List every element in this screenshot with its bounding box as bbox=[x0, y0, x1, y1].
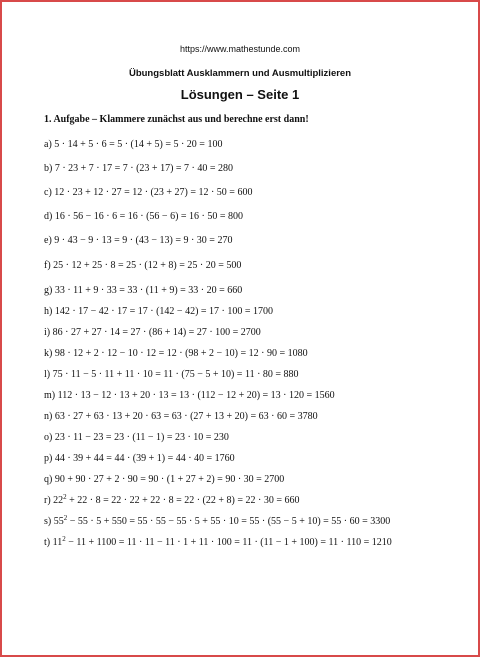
problem-item bbox=[44, 234, 232, 248]
problem-text: f) 25 · 12 + 25 · 8 = 25 · (12 + 8) = 25 · 20 = 500 bbox=[44, 260, 242, 271]
problem-text: t) 11 bbox=[44, 537, 63, 548]
problem-text: c) 12 · 23 + 12 · 27 = 12 · (23 + 27) = 12 · 50 = 600 bbox=[44, 187, 253, 198]
problem-item bbox=[44, 138, 222, 152]
problem-text-rest: + 22 · 8 = 22 · 22 + 22 · 8 = 22 · (22 + 8) = 22 · 30 = 660 bbox=[66, 495, 300, 506]
problem-text: q) 90 + 90 · 27 + 2 · 90 = 90 · (1 + 27 + 2) = 90 · 30 = 2700 bbox=[44, 474, 285, 485]
problem-item bbox=[44, 210, 243, 224]
problem-text: g) 33 · 11 + 9 · 33 = 33 · (11 + 9) = 33 · 20 = 660 bbox=[44, 285, 243, 296]
problem-item bbox=[44, 305, 273, 319]
site-url: https://www.mathestunde.com bbox=[179, 44, 301, 54]
task-heading: 1. Aufgabe – Klammere zunächst aus und berechne erst dann! bbox=[44, 114, 309, 125]
problem-item bbox=[44, 284, 242, 298]
problem-text: d) 16 · 56 − 16 · 6 = 16 · (56 − 6) = 16 · 50 = 800 bbox=[44, 211, 244, 222]
problem-item bbox=[44, 347, 308, 361]
problem-item bbox=[44, 494, 299, 508]
problem-item bbox=[44, 326, 261, 340]
problem-item bbox=[44, 389, 335, 403]
problem-text: o) 23 · 11 − 23 = 23 · (11 − 1) = 23 · 10 = 230 bbox=[44, 432, 229, 443]
problem-text: a) 5 · 14 + 5 · 6 = 5 · (14 + 5) = 5 · 20 = 100 bbox=[44, 139, 223, 150]
exponent: 2 bbox=[62, 535, 66, 543]
problem-text-rest: − 55 · 5 + 550 = 55 · 55 − 55 · 5 + 55 · 10 = 55 · (55 − 5 + 10) = 55 · 60 = 3300 bbox=[67, 516, 391, 527]
problem-text: b) 7 · 23 + 7 · 17 = 7 · (23 + 17) = 7 · 40 = 280 bbox=[44, 163, 234, 174]
problem-text: n) 63 · 27 + 63 · 13 + 20 · 63 = 63 · (27 + 13 + 20) = 63 · 60 = 3780 bbox=[44, 411, 318, 422]
problem-text: l) 75 · 11 − 5 · 11 + 11 · 10 = 11 · (75 − 5 + 10) = 11 · 80 = 880 bbox=[44, 369, 299, 380]
problem-item bbox=[44, 515, 390, 529]
problem-text: k) 98 · 12 + 2 · 12 − 10 · 12 = 12 · (98 + 2 − 10) = 12 · 90 = 1080 bbox=[44, 348, 308, 359]
problem-text-rest: − 11 + 1100 = 11 · 11 − 11 · 1 + 11 · 100 = 11 · (11 − 1 + 100) = 11 · 110 = 1210 bbox=[65, 537, 392, 548]
problem-item bbox=[44, 410, 318, 424]
exponent: 2 bbox=[63, 493, 67, 501]
problem-text: e) 9 · 43 − 9 · 13 = 9 · (43 − 13) = 9 · 30 = 270 bbox=[44, 235, 233, 246]
problem-item bbox=[44, 473, 284, 487]
problem-item bbox=[44, 162, 233, 176]
problem-text: h) 142 · 17 − 42 · 17 = 17 · (142 − 42) = 17 · 100 = 1700 bbox=[44, 306, 274, 317]
exponent: 2 bbox=[63, 514, 68, 522]
sheet-title: Übungsblatt Ausklammern und Ausmultiplizieren bbox=[128, 68, 352, 79]
problem-text: r) 22 bbox=[44, 495, 64, 506]
problem-text: i) 86 · 27 + 27 · 14 = 27 · (86 + 14) = 27 · 100 = 2700 bbox=[44, 327, 261, 338]
problem-item bbox=[44, 536, 392, 550]
problem-item bbox=[44, 186, 252, 200]
problem-text: m) 112 · 13 − 12 · 13 + 20 · 13 = 13 · (112 − 12 + 20) = 13 · 120 = 1560 bbox=[44, 390, 335, 401]
problem-item bbox=[44, 259, 241, 273]
solutions-title: Lösungen – Seite 1 bbox=[180, 87, 300, 102]
problem-text: p) 44 · 39 + 44 = 44 · (39 + 1) = 44 · 40 = 1760 bbox=[44, 453, 235, 464]
problem-item bbox=[44, 368, 299, 382]
problem-text: s) 55 bbox=[44, 516, 64, 527]
problem-item bbox=[44, 452, 235, 466]
problem-item bbox=[44, 431, 229, 445]
